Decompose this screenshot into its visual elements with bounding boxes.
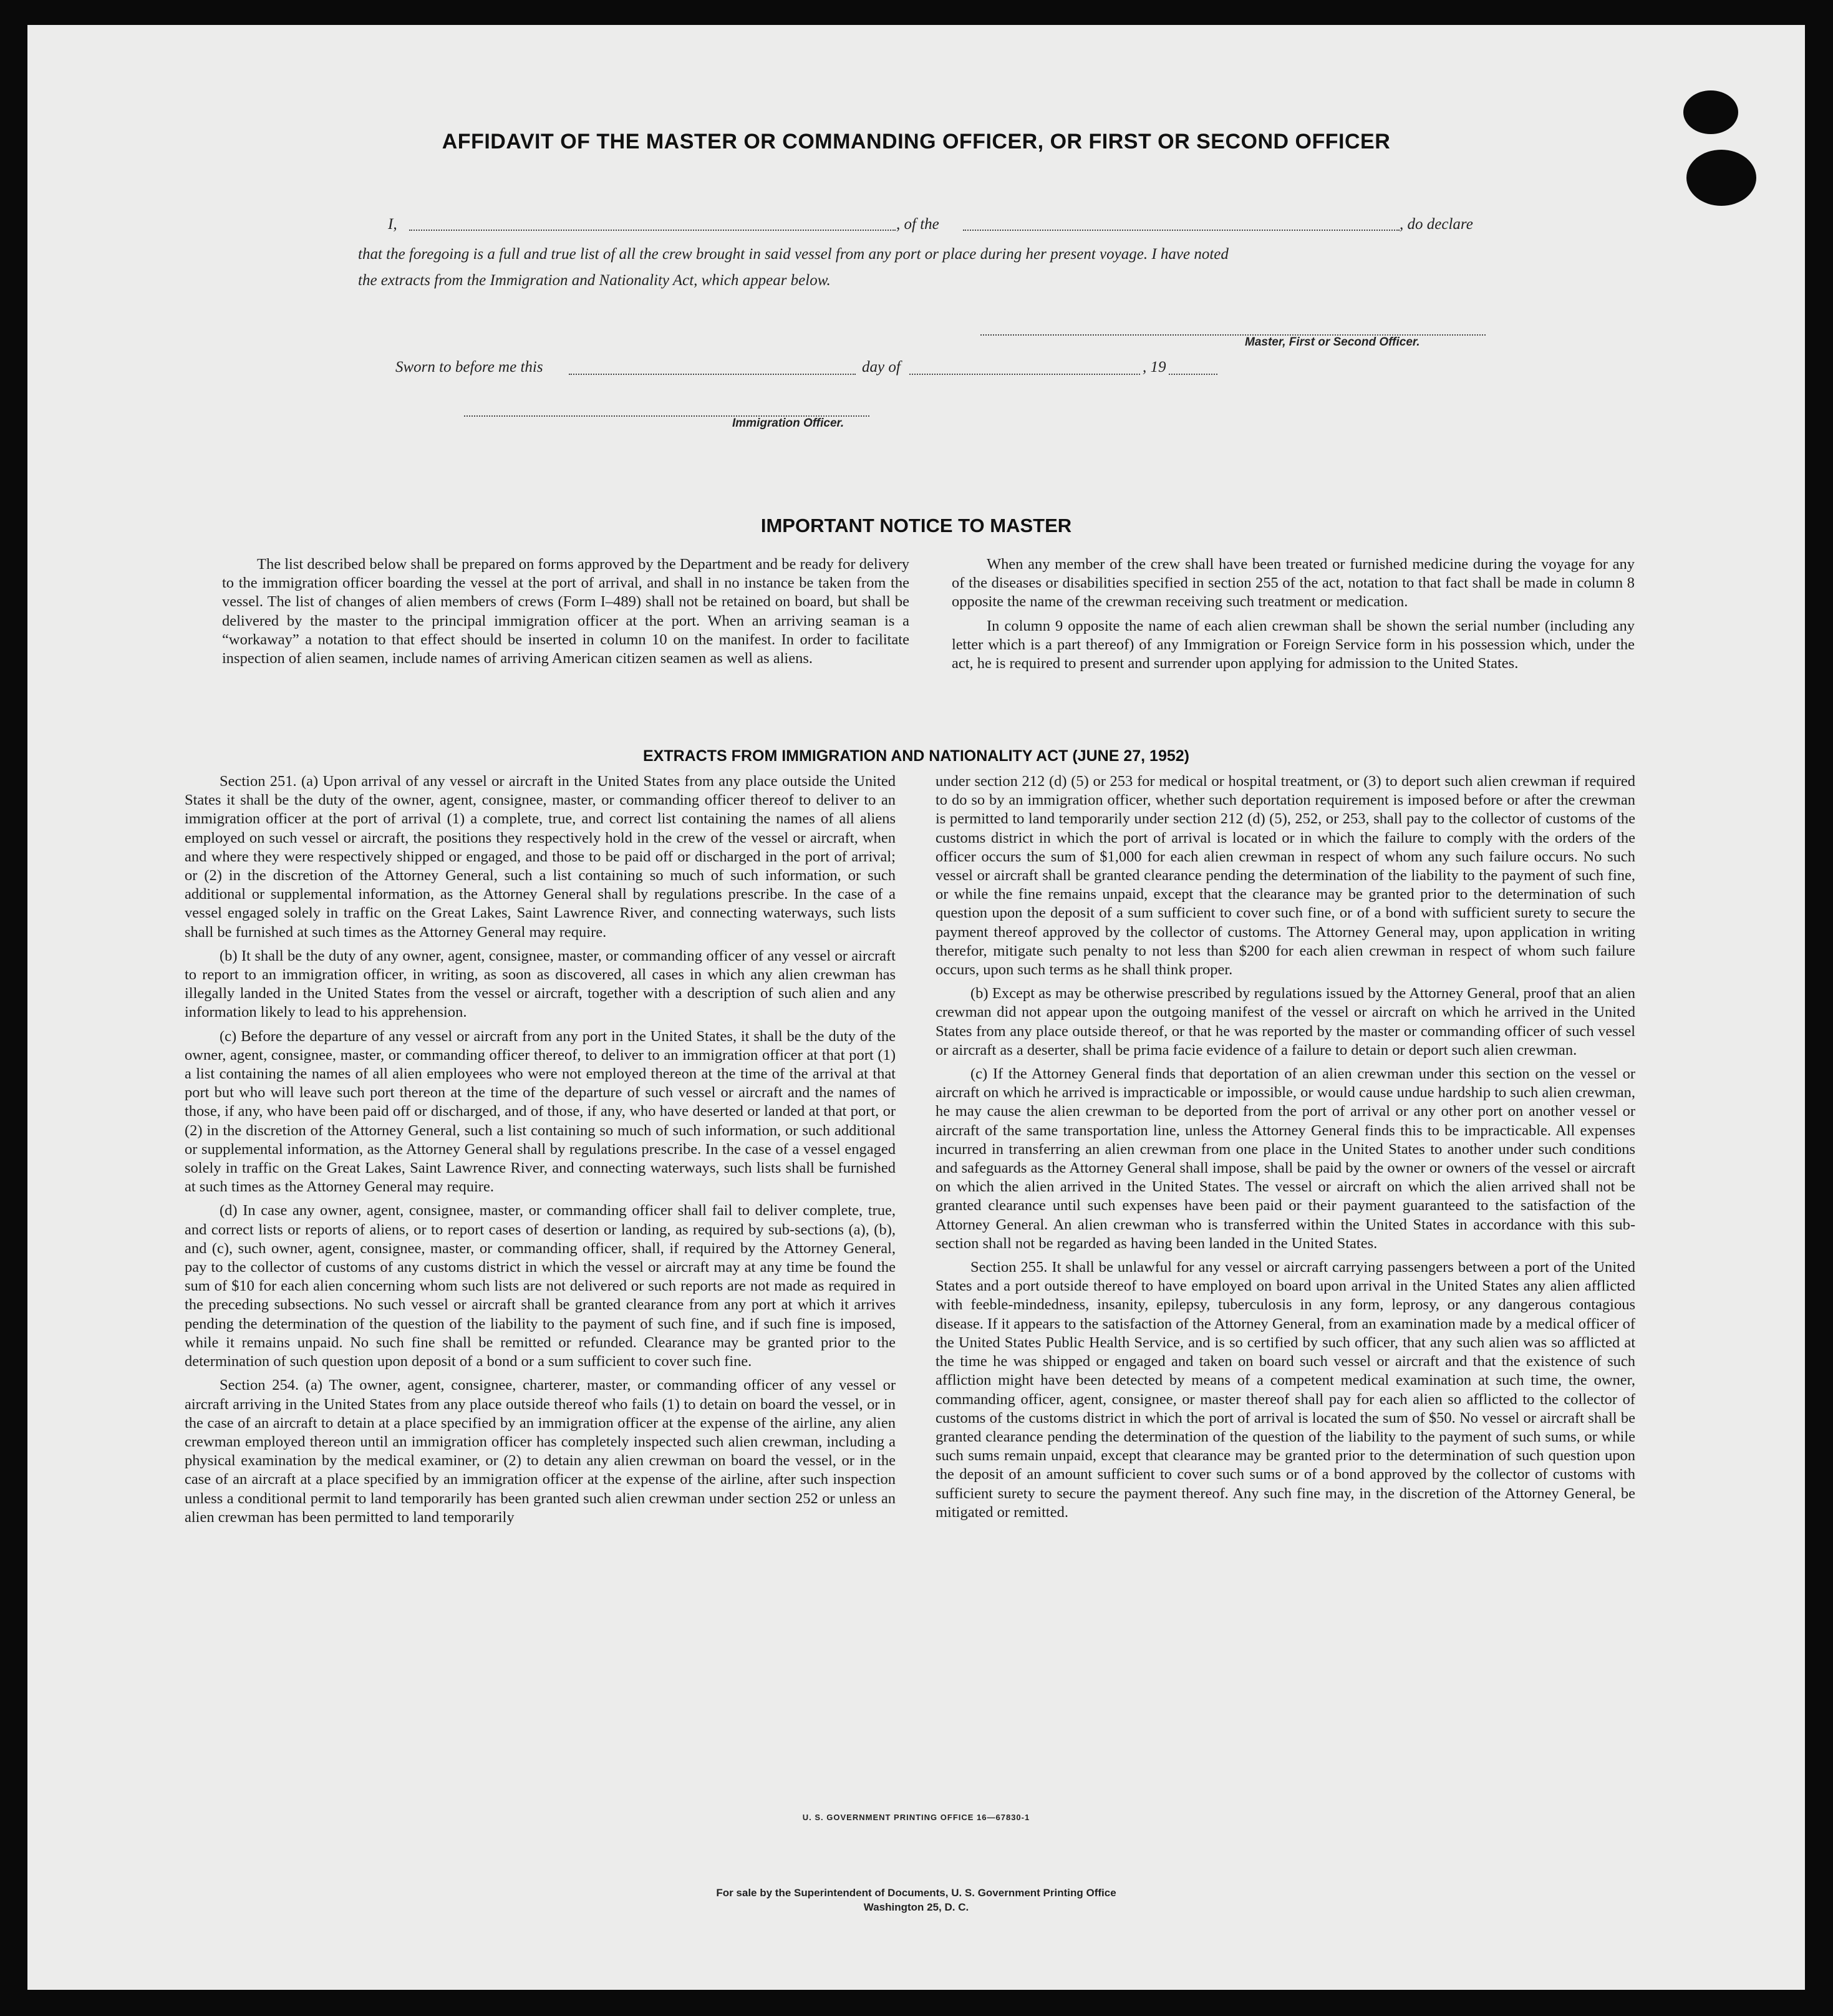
vessel-blank-field[interactable] — [963, 218, 1400, 231]
sworn-label: Sworn to before me this — [395, 359, 543, 376]
do-declare-label: , do declare — [1400, 216, 1473, 233]
ink-blot — [1686, 150, 1756, 206]
notice-left-column — [222, 555, 909, 673]
extracts-title: EXTRACTS FROM IMMIGRATION AND NATIONALITY ACT (JUNE 27, 1952) — [643, 747, 1189, 765]
sworn-month-field[interactable] — [909, 362, 1140, 375]
declaration-line-2: the extracts from the Immigration and Nationality Act, which appear below. — [358, 272, 831, 289]
notice-right-paragraph-1: When any member of the crew shall have been treated or furnished medicine during the voyage for any of the diseases or disabilities specified in section 255 of the act, notation to that fact shall be made in column 8 opposite the name of the crewman receiving such treatment or medication. — [952, 556, 1635, 611]
section-255: Section 255. It shall be unlawful for any vessel or aircraft carrying passengers between a port of the United States and a port outside thereof to have employed on board upon arrival in the United States any alien afflicted with feeble-mindedness, insanity, epilepsy, tuberculosis in any form, leprosy, or any dangerous contagious disease. If it appears to the satisfaction of the Attorney General, from an examination made by a medical officer of the United States Public Health Service, and is so certified by such officer, that any such alien was so afflicted at the time he was shipped or engaged and taken on board such vessel or aircraft and that the existence of such affliction might have been detected by means of a competent medical examination at such time, the owner, commanding officer, agent, consignee, or master thereof shall pay for each alien so afflicted to the collector of customs of the customs district in which the port of arrival is located the sum of $50. No vessel or aircraft shall be granted clearance pending the determination of the question of the liability to the payment of such sums, or while such sums remain unpaid, except that clearance may be granted prior to the determination of such question upon the deposit of an amount sufficient to cover such sums or of a bond approved by the collector of customs with sufficient surety to secure the payment thereof. Any such fine may, in the discretion of the Attorney General, be mitigated or remitted. — [936, 1259, 1635, 1521]
section-254-b: (b) Except as may be otherwise prescribed by regulations issued by the Attorney General, proof that an alien crewman did not appear upon the outgoing manifest of the vessel or aircraft on which he arrived in the United States from any place outside thereof, or that he was reported by the master or commanding officer of such vessel or aircraft as a deserter, shall be prima facie evidence of a failure to detain or deport such alien crewman. — [936, 985, 1635, 1059]
section-254-a: Section 254. (a) The owner, agent, consignee, charterer, master, or commanding officer of any vessel or aircraft arriving in the United States from any place outside thereof who fails (1) to detain on board the vessel, or in the case of an aircraft to detain at a place specified by an immigration officer at the expense of the airline, any alien crewman employed thereon until an immigration officer has completely inspected such alien crewman, including a physical examination by the medical examiner, or (2) to detain any alien crewman on board the vessel, or in the case of an aircraft at a place specified by an immigration officer at the expense of the airline, after such inspection unless a conditional permit to land temporarily has been granted such alien crewman under section 252 or unless an alien crewman has been permitted to land temporarily — [185, 1377, 896, 1526]
notice-left-paragraph: The list described below shall be prepared on forms approved by the Department and be ready for delivery to the immigration officer boarding the vessel at the port of arrival, and shall in no instance be taken from the vessel. The list of changes of alien members of crews (Form I–489) shall not be retained on board, but shall be delivered by the master to the principal immigration officer at the port. When an arriving seaman is a “workaway” a notation to that effect should be inserted in column 10 on the manifest. In order to facilitate inspection of alien seamen, include names of arriving American citizen seamen as well as aliens. — [222, 556, 909, 667]
sale-line-2: Washington 25, D. C. — [863, 1901, 969, 1913]
master-signature-caption: Master, First or Second Officer. — [1245, 336, 1420, 349]
sworn-year-field[interactable] — [1169, 362, 1217, 375]
of-the-label: , of the — [896, 216, 939, 233]
important-notice-title: IMPORTANT NOTICE TO MASTER — [760, 515, 1072, 536]
i-label: I, — [388, 216, 397, 233]
notice-right-column — [952, 555, 1635, 678]
immigration-officer-signature-field[interactable] — [464, 404, 869, 417]
immigration-officer-caption: Immigration Officer. — [732, 417, 844, 430]
sale-line-1: For sale by the Superintendent of Documents, U. S. Government Printing Office — [716, 1887, 1116, 1899]
day-of-label: day of — [862, 359, 901, 376]
section-251-b: (b) It shall be the duty of any owner, agent, consignee, master, or commanding officer of any vessel or aircraft to report to an immigration officer, in writing, as soon as discovered, all cases in which any alien crewman has illegally landed in the United States from the vessel or aircraft, together with a description of such alien and any information likely to lead to his apprehension. — [185, 947, 896, 1021]
printing-office-line: U. S. GOVERNMENT PRINTING OFFICE 16—67830-1 — [802, 1813, 1030, 1822]
section-251-a: Section 251. (a) Upon arrival of any vessel or aircraft in the United States from any place outside the United States it shall be the duty of the owner, agent, consignee, master, or commanding officer thereof to deliver to an immigration officer at the port of arrival (1) a complete, true, and correct list containing the names of all aliens employed on such vessel or aircraft, the positions they respectively hold in the crew of the vessel or aircraft, when and where they were respectively shipped or engaged, and those to be paid off or discharged in the port of arrival; or (2) in the discretion of the Attorney General, such a list containing so much of such information, or such additional or supplemental information, as the Attorney General shall by regulations prescribe. In the case of a vessel engaged solely in traffic on the Great Lakes, Saint Lawrence River, and connecting waterways, such lists shall be furnished at such times as the Attorney General may require. — [185, 773, 896, 941]
name-blank-field[interactable] — [409, 218, 896, 231]
section-254-c: (c) If the Attorney General finds that deportation of an alien crewman under this section on the vessel or aircraft on which he arrived is impracticable or impossible, or would cause undue hardship to such alien crewman, he may cause the alien crewman to be deported from the port of arrival or any other port on another vessel or aircraft of the same transportation line, unless the Attorney General finds this to be impracticable. All expenses incurred in transferring an alien crewman from one place in the United States to another under such conditions and safeguards as the Attorney General shall impose, shall be paid by the owner or owners of the vessel or aircraft on which the alien arrived in the United States. The vessel or aircraft on which the alien arrived shall not be granted clearance until such expenses have been paid or their payment guaranteed to the satisfaction of the Attorney General. An alien crewman who is transferred within the United States in accordance with this sub-section shall not be regarded as having been landed in the United States. — [936, 1065, 1635, 1252]
year-prefix-label: , 19 — [1143, 359, 1166, 376]
section-251-c: (c) Before the departure of any vessel or aircraft from any port in the United States, it shall be the duty of the owner, agent, consignee, master, or commanding officer thereof, to deliver to an immigration officer at that port (1) a list containing the names of all alien employees who were not employed thereon at the time of the arrival at that port but who will leave such port thereon at the time of the departure of such vessel or aircraft and the names of those, if any, who have been paid off or discharged, and of those, if any, who have deserted or landed at that port, or (2) in the discretion of the Attorney General, such a list containing so much of such information, or such additional or supplemental information, as the Attorney General shall by regulations prescribe. In the case of a vessel engaged solely in traffic on the Great Lakes, Saint Lawrence River, and connecting waterways, such lists shall be furnished at such times as the Attorney General may require. — [185, 1027, 896, 1196]
master-signature-field[interactable] — [980, 323, 1486, 336]
affidavit-title: AFFIDAVIT OF THE MASTER OR COMMANDING OFFICER, OR FIRST OR SECOND OFFICER — [442, 130, 1391, 153]
notice-right-paragraph-2: In column 9 opposite the name of each alien crewman shall be shown the serial number (including any letter which is a part thereof) of any Immigration or Foreign Service form in his possession which, under the act, he is required to present and surrender upon applying for admission to the United States. — [952, 617, 1635, 672]
extracts-right-column — [936, 772, 1635, 1527]
extracts-left-column — [185, 772, 896, 1532]
sworn-day-field[interactable] — [569, 362, 856, 375]
section-251-d: (d) In case any owner, agent, consignee, master, or commanding officer shall fail to deliver complete, true, and correct lists or reports of aliens, or to report cases of desertion or landing, as required by sub-sections (a), (b), and (c), such owner, agent, consignee, master, or commanding officer, shall, if required by the Attorney General, pay to the collector of customs of any customs district in which the vessel or aircraft may at any time be found the sum of $10 for each alien concerning whom such lists are not delivered or such reports are not made as required in the preceding subsections. No such vessel or aircraft shall be granted clearance from any port at which it arrives pending the determination of the question of the liability to the payment of such fine, and if such fine is imposed, while it remains unpaid. No such fine shall be remitted or refunded. Clearance may be granted prior to the determination of such question upon deposit of a bond or a sum sufficient to cover such fine. — [185, 1202, 896, 1370]
declaration-line-1: that the foregoing is a full and true list of all the crew brought in said vessel from any port or place during her present voyage. I have noted — [358, 246, 1229, 263]
ink-blot — [1683, 90, 1738, 134]
section-254-a-continued: under section 212 (d) (5) or 253 for medical or hospital treatment, or (3) to deport such alien crewman if required to do so by an immigration officer, whether such deportation requirement is imposed before or after the crewman is permitted to land temporarily under section 212 (d) (5), 252, or 253, shall pay to the collector of customs of the customs district in which the port of arrival is located or in which the failure to comply with the orders of the officer occurs the sum of $1,000 for each alien crewman in respect of whom any such failure occurs. No such vessel or aircraft shall be granted clearance pending the determination of the liability to the payment of such fine, or while the fine remains unpaid, except that the clearance may be granted prior to the determination of such question upon the deposit of a sum sufficient to cover such fine, or of a bond with sufficient surety to secure the payment thereof approved by the collector of customs. The Attorney General may, upon application in writing therefor, mitigate such penalty to not less than $200 for each alien crewman in respect of whom such failure occurs, upon such terms as he shall think proper. — [936, 773, 1635, 979]
affidavit-form-page — [27, 25, 1805, 1990]
